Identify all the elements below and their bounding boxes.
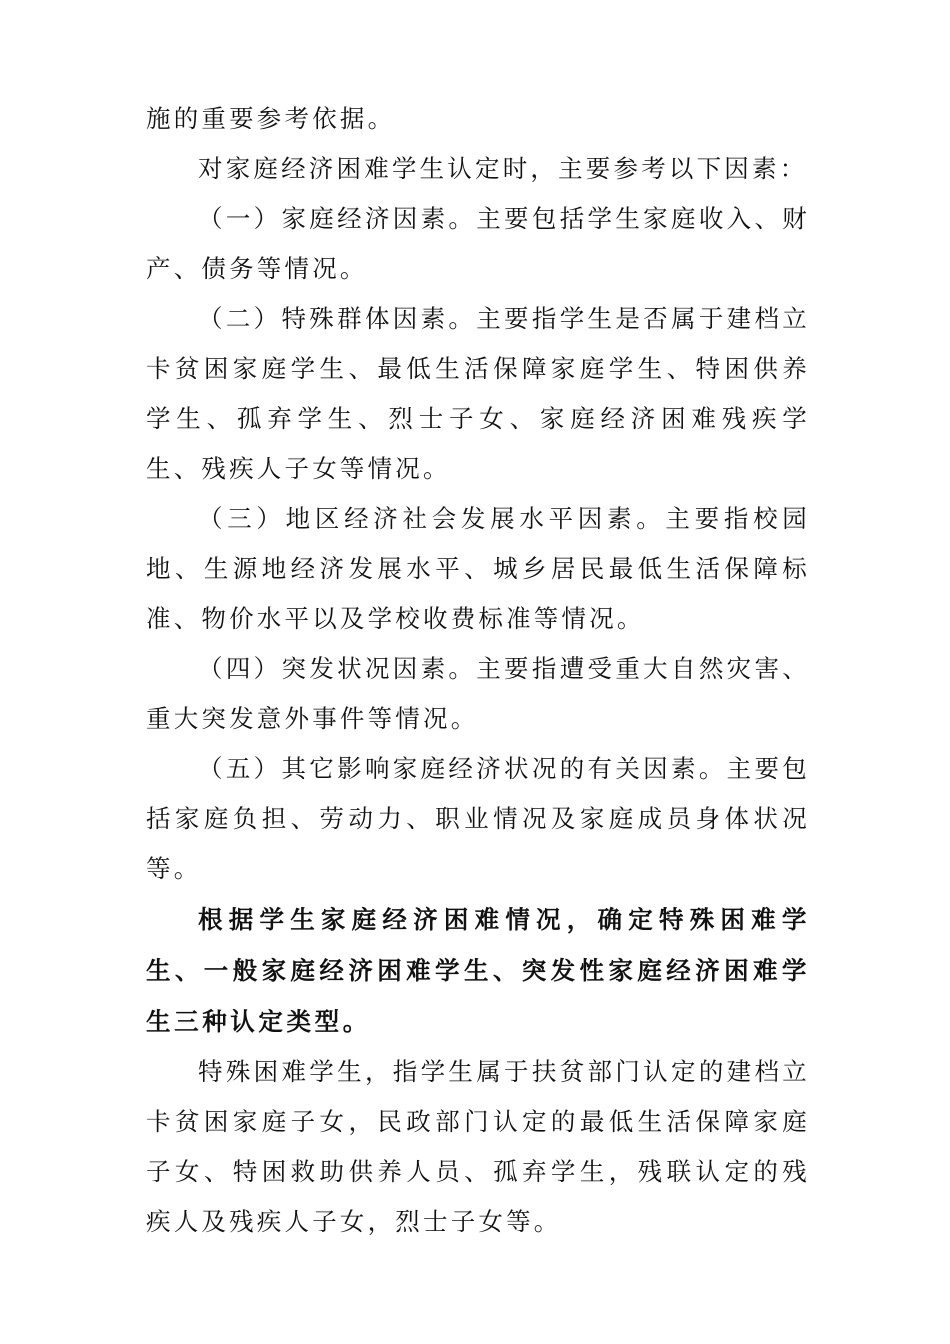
paragraph-intro: 对家庭经济困难学生认定时，主要参考以下因素： — [198, 154, 808, 183]
paragraph-continuation: 施的重要参考依据。 — [146, 104, 396, 133]
document-body — [146, 94, 810, 1247]
paragraph-special-difficulty: 特殊困难学生，指学生属于扶贫部门认定的建档立卡贫困家庭子女，民政部门认定的最低生活保障家庭子女、特困救助供养人员、孤弃学生，残联认定的残疾人及残疾人子女，烈士子女等。 — [146, 1057, 810, 1236]
paragraph-factor-5: （五）其它影响家庭经济状况的有关因素。主要包括家庭负担、劳动力、职业情况及家庭成员身体状况等。 — [146, 754, 810, 883]
paragraph-types-heading: 根据学生家庭经济困难情况，确定特殊困难学生、一般家庭经济困难学生、突发性家庭经济困难学生三种认定类型。 — [146, 905, 810, 1036]
paragraph-factor-3: （三）地区经济社会发展水平因素。主要指校园地、生源地经济发展水平、城乡居民最低生活保障标准、物价水平以及学校收费标准等情况。 — [146, 504, 810, 633]
paragraph-factor-1: （一）家庭经济因素。主要包括学生家庭收入、财产、债务等情况。 — [146, 204, 810, 283]
paragraph-factor-4: （四）突发状况因素。主要指遭受重大自然灾害、重大突发意外事件等情况。 — [146, 654, 810, 733]
paragraph-factor-2: （二）特殊群体因素。主要指学生是否属于建档立卡贫困家庭学生、最低生活保障家庭学生、特困供养学生、孤弃学生、烈士子女、家庭经济困难残疾学生、残疾人子女等情况。 — [146, 304, 810, 483]
